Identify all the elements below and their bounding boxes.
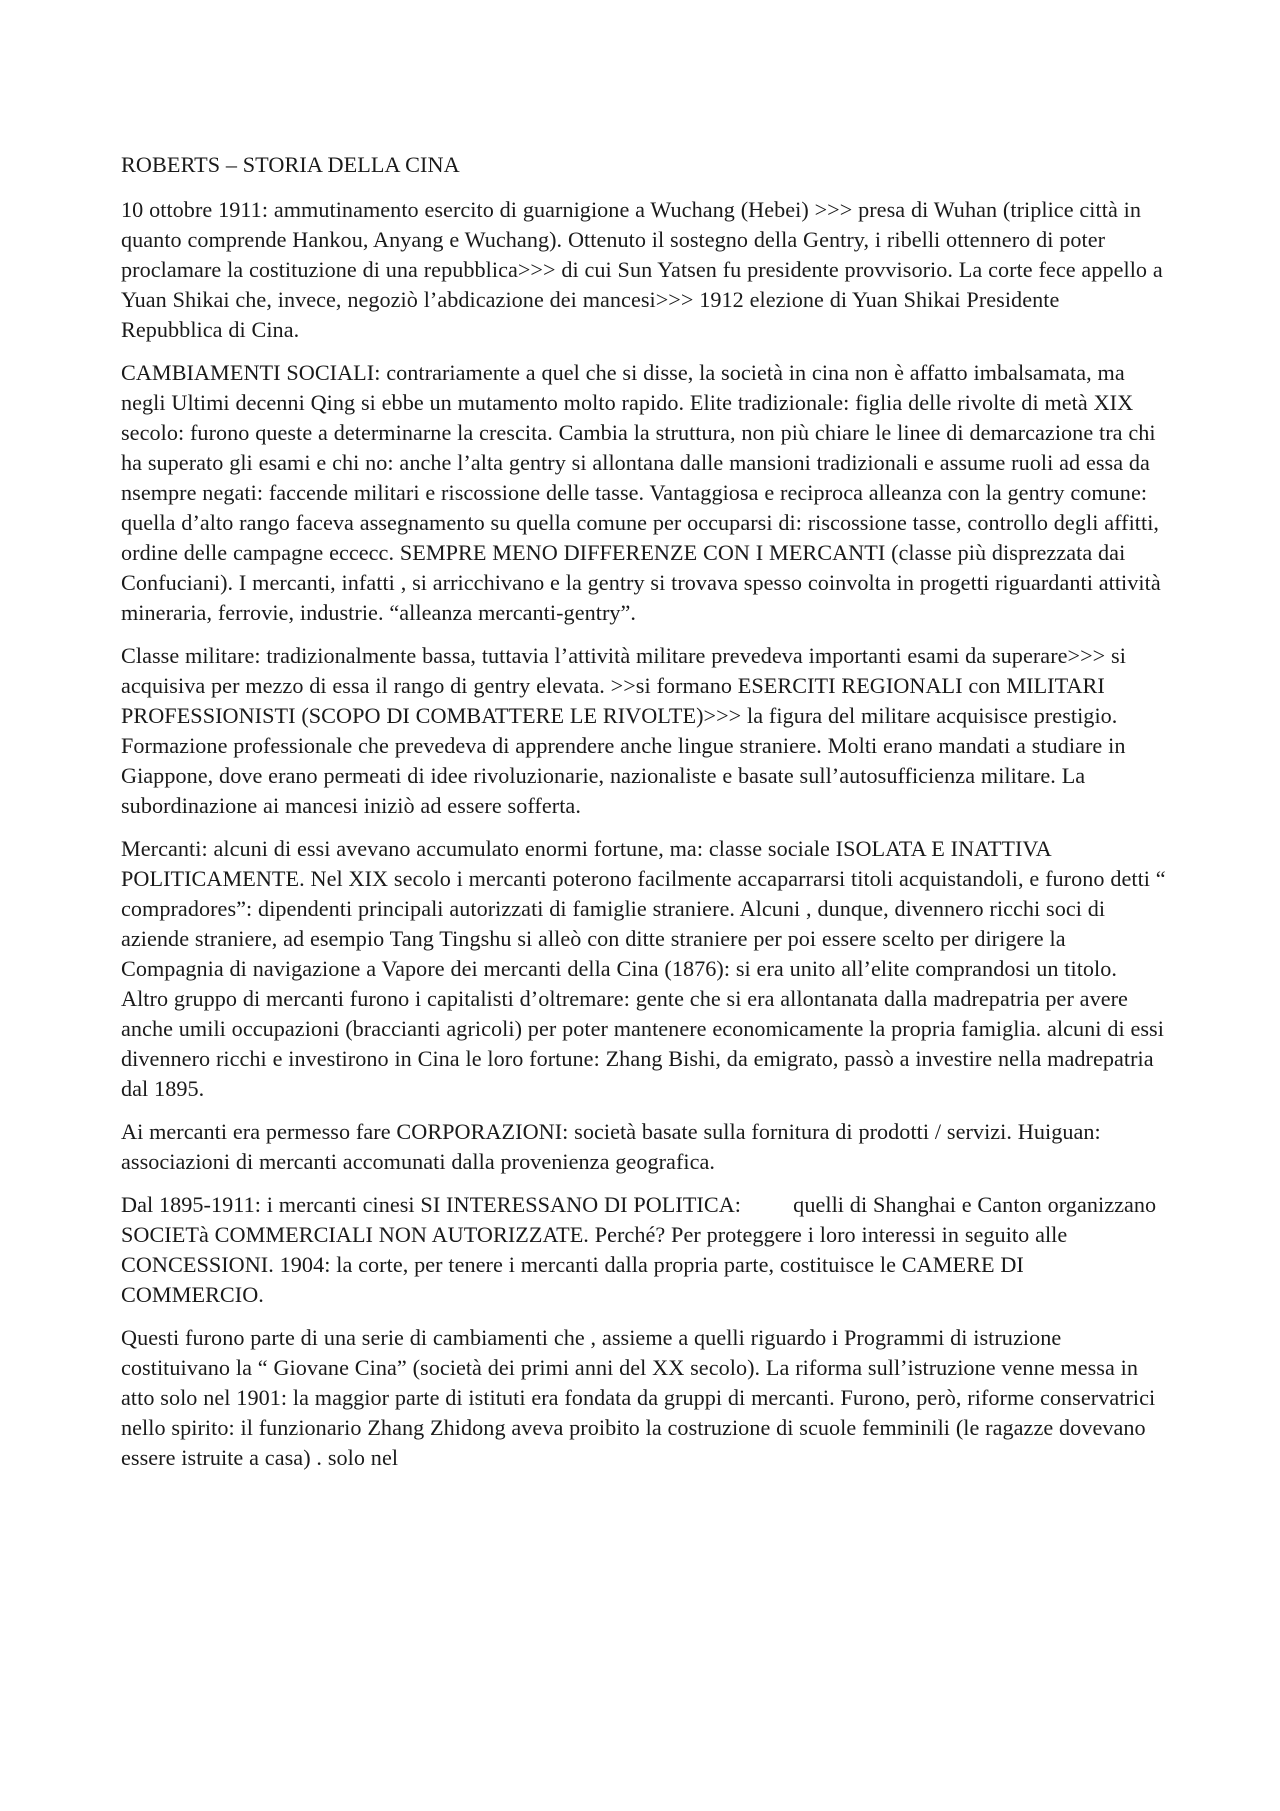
- paragraph-education-reform: Questi furono parte di una serie di cambiamenti che , assieme a quelli riguardo i Programmi di istruzione costituivano la “ Giovane Cina” (società dei primi anni del XX secolo). La riforma sull’istruzione venne messa in atto solo nel 1901: la maggior parte di istituti era fondata da gruppi di mercanti. Furono, però, riforme conservatrici nello spirito: il funzionario Zhang Zhidong aveva proibito la costruzione di scuole femminili (le ragazze dovevano essere istruite a casa) . solo nel: [121, 1325, 1156, 1470]
- document-page: [121, 150, 1166, 1486]
- paragraph-politics: Dal 1895-1911: i mercanti cinesi SI INTERESSANO DI POLITICA: quelli di Shanghai e Canton organizzano SOCIETà COMMERCIALI NON AUTORIZZATE. Perché? Per proteggere i loro interessi in seguito alle CONCESSIONI. 1904: la corte, per tenere i mercanti dalla propria parte, costituisce le CAMERE DI COMMERCIO.: [121, 1192, 1162, 1307]
- paragraph-military-class: Classe militare: tradizionalmente bassa, tuttavia l’attività militare prevedeva importanti esami da superare>>> si acquisiva per mezzo di essa il rango di gentry elevata. >>si formano ESERCITI REGIONALI con MILITARI PROFESSIONISTI (SCOPO DI COMBATTERE LE RIVOLTE)>>> la figura del militare acquisisce prestigio. Formazione professionale che prevedeva di apprendere anche lingue straniere. Molti erano mandati a studiare in Giappone, dove erano permeati di idee rivoluzionarie, nazionaliste e basate sull’autosufficienza militare. La subordinazione ai mancesi iniziò ad essere sofferta.: [121, 643, 1126, 818]
- document-title: ROBERTS – STORIA DELLA CINA: [121, 152, 460, 177]
- paragraph-merchants: Mercanti: alcuni di essi avevano accumulato enormi fortune, ma: classe sociale ISOLATA E INATTIVA POLITICAMENTE. Nel XIX secolo i mercanti poterono facilmente accaparrarsi titoli acquistandoli, e furono detti “ compradores”: dipendenti principali autorizzati di famiglie straniere. Alcuni , dunque, divennero ricchi soci di aziende straniere, ad esempio Tang Tingshu si alleò con ditte straniere per poi essere scelto per dirigere la Compagnia di navigazione a Vapore dei mercanti della Cina (1876): si era unito all’elite comprandosi un titolo. Altro gruppo di mercanti furono i capitalisti d’oltremare: gente che si era allontanata dalla madrepatria per avere anche umili occupazioni (braccianti agricoli) per poter mantenere economicamente la propria famiglia. alcuni di essi divennero ricchi e investirono in Cina le loro fortune: Zhang Bishi, da emigrato, passò a investire nella madrepatria dal 1895.: [121, 836, 1166, 1101]
- paragraph-corporations: Ai mercanti era permesso fare CORPORAZIONI: società basate sulla fornitura di prodotti / servizi. Huiguan: associazioni di mercanti accomunati dalla provenienza geografica.: [121, 1119, 1101, 1174]
- paragraph-social-changes: CAMBIAMENTI SOCIALI: contrariamente a quel che si disse, la società in cina non è affatto imbalsamata, ma negli Ultimi decenni Qing si ebbe un mutamento molto rapido. Elite tradizionale: figlia delle rivolte di metà XIX secolo: furono queste a determinarne la crescita. Cambia la struttura, non più chiare le linee di demarcazione tra chi ha superato gli esami e chi no: anche l’alta gentry si allontana dalle mansioni tradizionali e assume ruoli ad essa da nsempre negati: faccende militari e riscossione delle tasse. Vantaggiosa e reciproca alleanza con la gentry comune: quella d’alto rango faceva assegnamento su quella comune per occuparsi di: riscossione tasse, controllo degli affitti, ordine delle campagne eccecc. SEMPRE MENO DIFFERENZE CON I MERCANTI (classe più disprezzata dai Confuciani). I mercanti, infatti , si arricchivano e la gentry si trovava spesso coinvolta in progetti riguardanti attività mineraria, ferrovie, industrie. “alleanza mercanti-gentry”.: [121, 360, 1161, 625]
- paragraph-wuchang-uprising: 10 ottobre 1911: ammutinamento esercito di guarnigione a Wuchang (Hebei) >>> presa di Wuhan (triplice città in quanto comprende Hankou, Anyang e Wuchang). Ottenuto il sostegno della Gentry, i ribelli ottennero di poter proclamare la costituzione di una repubblica>>> di cui Sun Yatsen fu presidente provvisorio. La corte fece appello a Yuan Shikai che, invece, negoziò l’abdicazione dei mancesi>>> 1912 elezione di Yuan Shikai Presidente Repubblica di Cina.: [121, 197, 1163, 342]
